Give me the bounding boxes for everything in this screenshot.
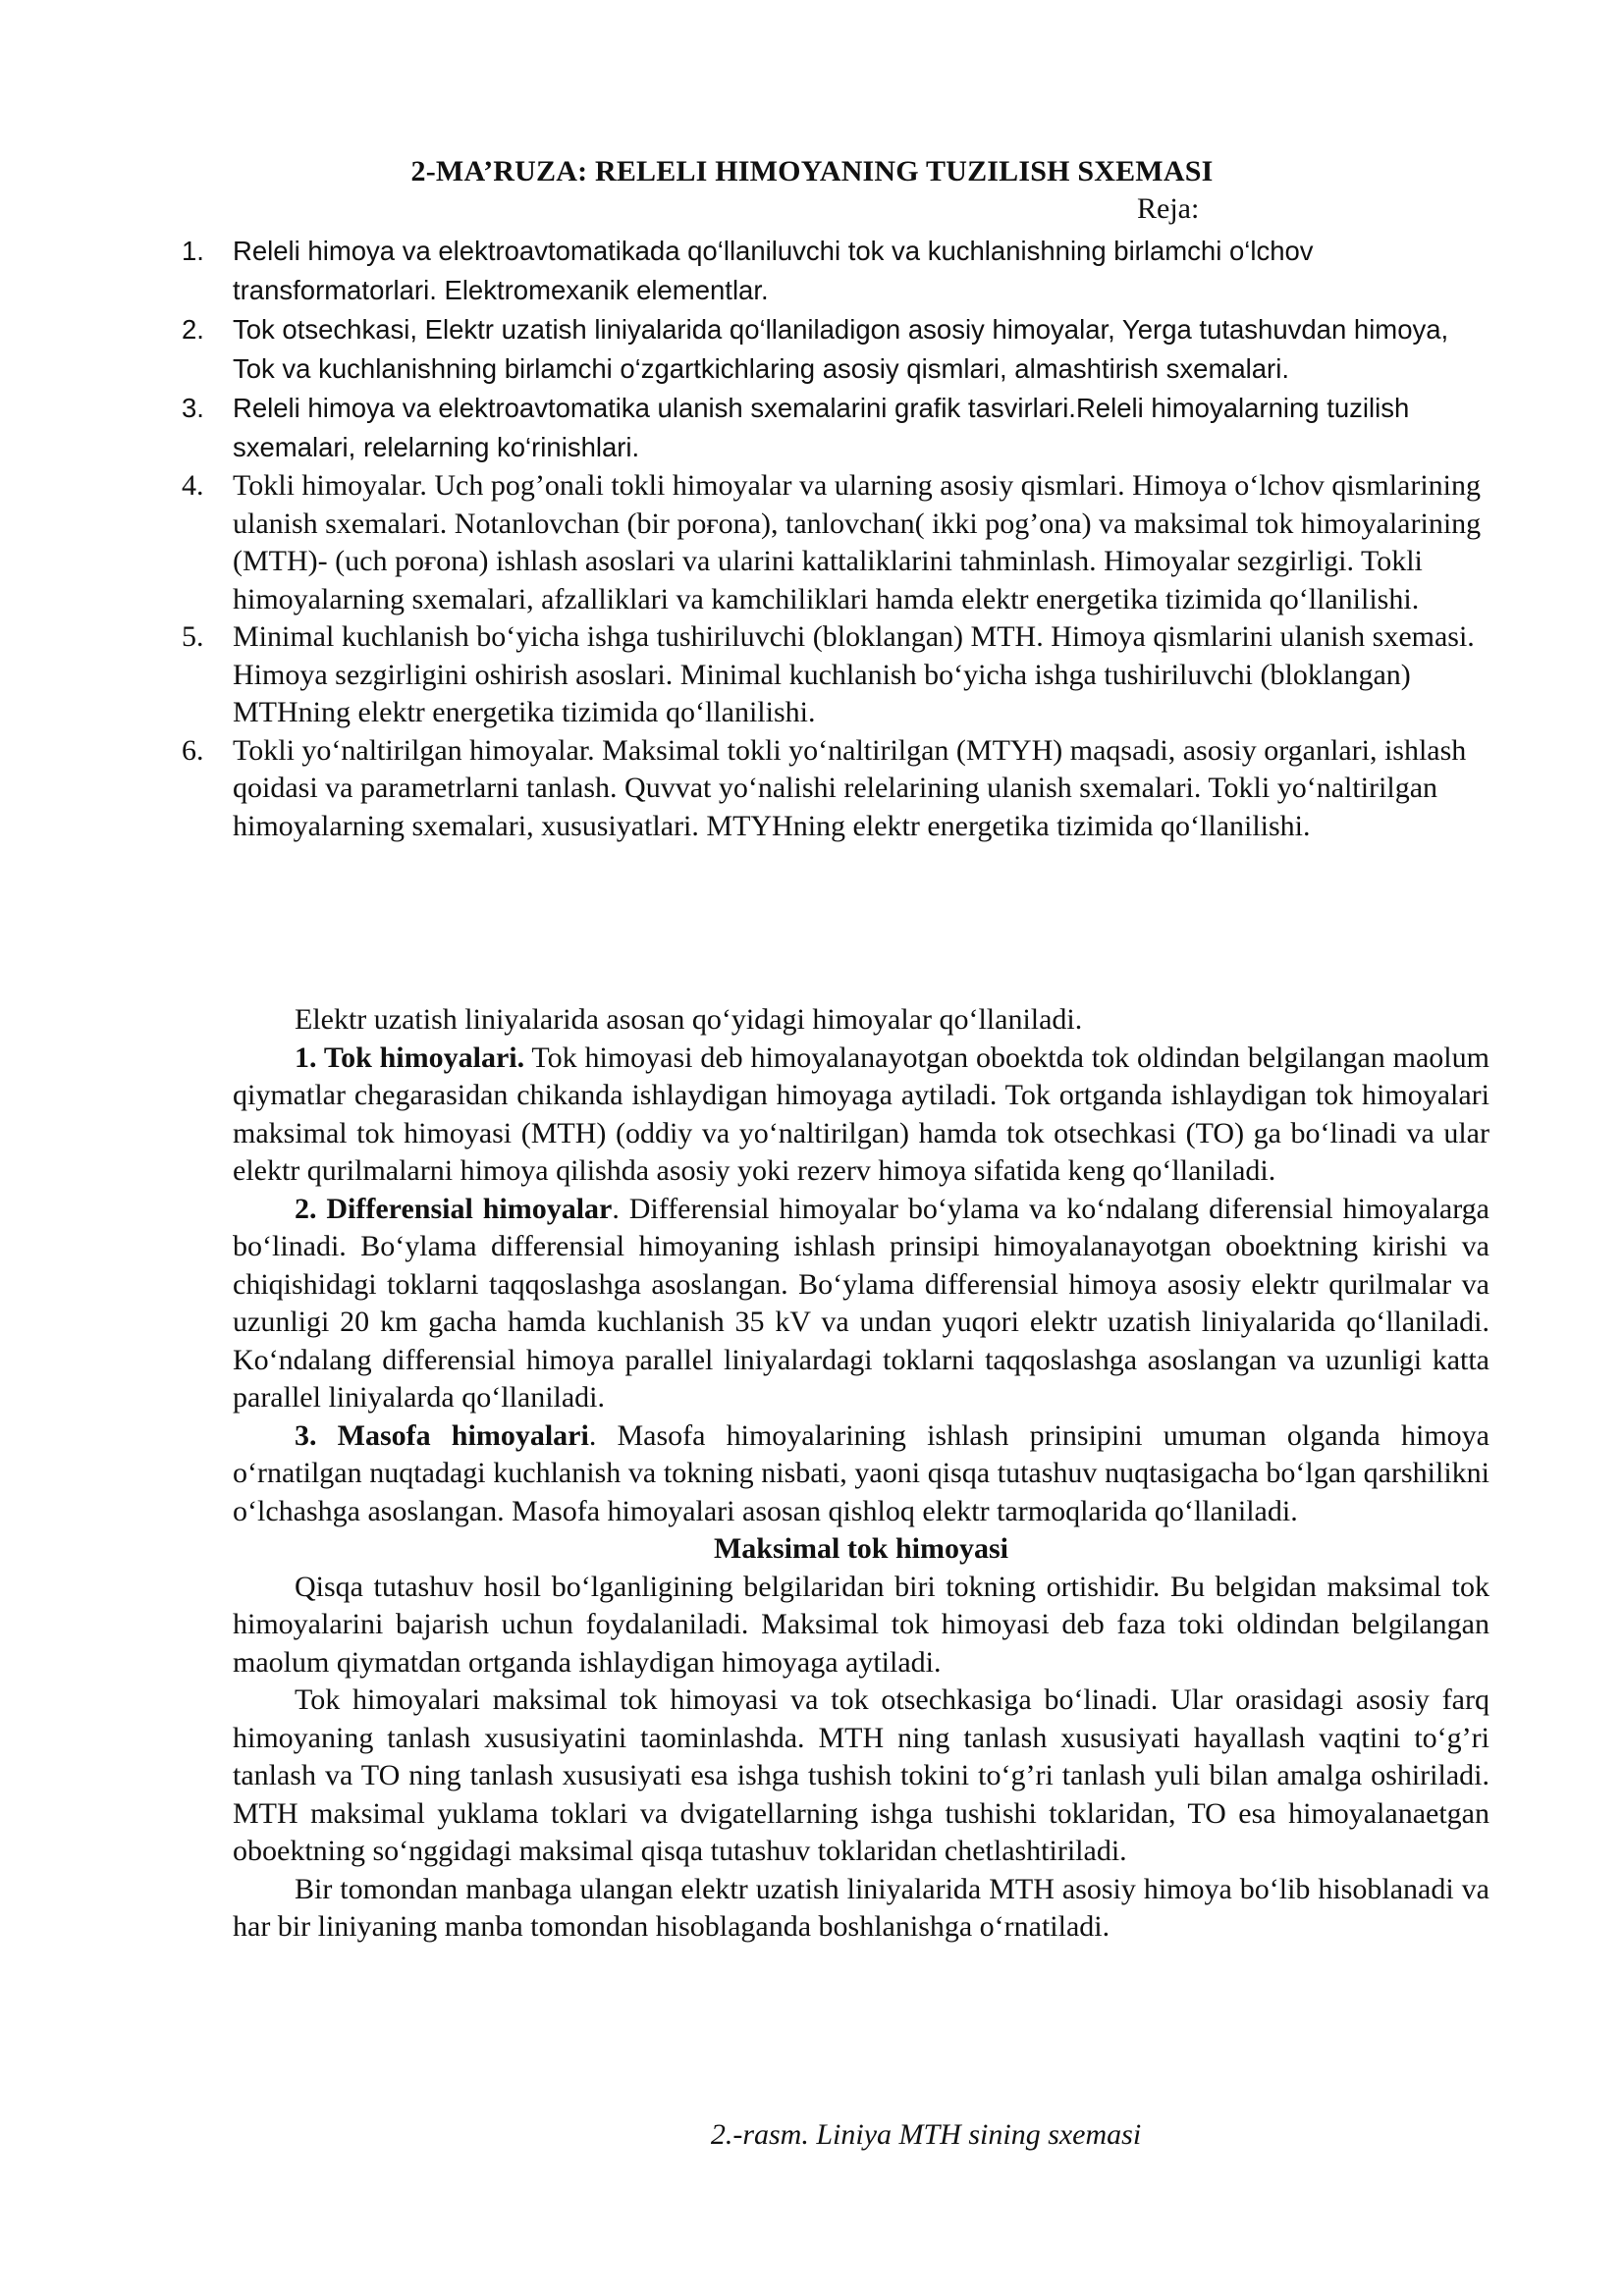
document-body: [233, 1001, 1489, 1947]
plan-item-text: Releli himoya va elektroavtomatikada qo‘llaniluvchi tok va kuchlanishning birlamchi o‘lchov transformatorlari. Elektromexanik elementlar.: [233, 236, 1314, 305]
body-paragraph: Bir tomondan manbaga ulangan elektr uzatish liniyalarida MTH asosiy himoya bo‘lib hisoblanadi va har bir liniyaning manba tomondan hisoblaganda boshlanishga o‘rnatiladi.: [233, 1872, 1489, 1943]
plan-item: [177, 310, 1492, 389]
plan-item-text: Releli himoya va elektroavtomatika ulanish sxemalarini grafik tasvirlari.Releli himoyalarning tuzilish sxemalari, relelarning ko‘rinishlari.: [233, 393, 1410, 462]
section-label: 1. Tok himoyalari.: [295, 1041, 525, 1074]
plan-item: [177, 389, 1492, 467]
plan-item-number: 1.: [182, 236, 204, 266]
body-paragraph: Tok himoyalari maksimal tok himoyasi va tok otsechkasiga bo‘linadi. Ular orasidagi asosiy farq himoyaning tanlash xususiyatini taominlashda. MTH ning tanlash xususiyati hayallash vaqtini to‘g’ri tanlash va TO ning tanlash xususiyati esa ishga tushish tokini to‘g’ri tanlash yuli bilan amalga oshiriladi. MTH maksimal yuklama toklari va dvigatellarning ishga tushishi toklaridan, TO esa himoyalanaetgan oboektning so‘nggidagi maksimal qisqa tutashuv toklaridan chetlashtiriladi.: [233, 1683, 1489, 1867]
section-differensial-himoyalar: [233, 1191, 1489, 1417]
plan-item-text: Tokli yo‘naltirilgan himoyalar. Maksimal tokli yo‘naltirilgan (MTYH) maqsadi, asosiy organlari, ishlash qoidasi va parametrlarni tanlash. Quvvat yo‘nalishi relelarining ulanish sxemalari. Tokli yo‘naltirilgan himoyalarning sxemalari, xususiyatlari. MTYHning elektr energetika tizimida qo‘llanilishi.: [233, 733, 1467, 842]
section-tok-himoyalari: [233, 1040, 1489, 1191]
section-label: 2. Differensial himoyalar: [295, 1192, 613, 1225]
section-masofa-himoyalari: [233, 1417, 1489, 1531]
plan-heading: Reja:: [1137, 192, 1200, 225]
plan-item-number: 3.: [182, 393, 204, 423]
intro-paragraph: Elektr uzatish liniyalarida asosan qo‘yidagi himoyalar qo‘llaniladi.: [295, 1003, 1083, 1036]
section-label: 3. Masofa himoyalari: [295, 1418, 589, 1452]
plan-item-number: 5.: [182, 620, 204, 653]
figure-caption: 2.-rasm. Liniya MTH sining sxemasi: [710, 2118, 1142, 2151]
plan-item-text: Minimal kuchlanish bo‘yicha ishga tushiriluvchi (bloklangan) MTH. Himoya qismlarini ulanish sxemasi. Himoya sezgirligini oshirish asoslari. Minimal kuchlanish bo‘yicha ishga tushiriluvchi (bloklangan) MTHning elektr energetika tizimida qo‘llanilishi.: [233, 620, 1475, 728]
plan-item-number: 2.: [182, 314, 204, 345]
section-text: Tok himoyasi deb himoyalanayotgan oboektda tok oldindan belgilangan maolum qiymatlar chegarasidan chikanda ishlaydigan himoyaga aytiladi. Tok ortganda ishlaydigan tok himoyalari maksimal tok himoyasi (MTH) (oddiy va yo‘naltirilgan) hamda tok otsechkasi (TO) ga bo‘linadi va ular elektr qurilmalarni himoya qilishda asosiy yoki rezerv himoya sifatida keng qo‘llaniladi.: [233, 1041, 1489, 1187]
plan-item: [177, 232, 1492, 310]
lecture-title: 2-MA’RUZA: RELELI HIMOYANING TUZILISH SXEMASI: [410, 155, 1214, 187]
plan-item-number: 6.: [182, 733, 204, 767]
plan-list: [177, 232, 1492, 845]
body-paragraph: Qisqa tutashuv hosil bo‘lganligining belgilaridan biri tokning ortishidir. Bu belgidan maksimal tok himoyalarini bajarish uchun foydalaniladi. Maksimal tok himoyasi deb faza toki oldindan belgilangan maolum qiymatdan ortganda ishlaydigan himoyaga aytiladi.: [233, 1570, 1489, 1679]
plan-item-text: Tokli himoyalar. Uch pog’onali tokli himoyalar va ularning asosiy qismlari. Himoya o‘lchov qismlarining ulanish sxemalari. Notanlovchan (bir poғona), tanlovchan( ikki pog’ona) va maksimal tok himoyalarining (MTH)- (uch poғona) ishlash asoslari va ularini kattaliklarini tahminlash. Himoyalar sezgirligi. Tokli himoyalarning sxemalari, afzalliklari va kamchiliklari hamda elektr energetika tizimida qo‘llanilishi.: [233, 469, 1482, 615]
plan-item-text: Tok otsechkasi, Elektr uzatish liniyalarida qo‘llaniladigon asosiy himoyalar, Yerga tutashuvdan himoya, Tok va kuchlanishning birlamchi o‘zgartkichlaring asosiy qismlari, almashtirish sxemalari.: [233, 314, 1449, 384]
section-heading: Maksimal tok himoyasi: [713, 1532, 1009, 1565]
plan-item: [177, 618, 1492, 732]
plan-item: [177, 467, 1492, 618]
plan-item-number: 4.: [182, 469, 204, 502]
section-text: . Masofa himoyalarining ishlash prinsipini umuman olganda himoya o‘rnatilgan nuqtadagi kuchlanish va tokning nisbati, yaoni qisqa tutashuv nuqtasigacha bo‘lgan qarshilikni o‘lchashga asoslangan. Masofa himoyalari asosan qishloq elektr tarmoqlarida qo‘llaniladi.: [233, 1418, 1489, 1527]
plan-item: [177, 732, 1492, 846]
section-text: . Differensial himoyalar bo‘ylama va ko‘ndalang diferensial himoyalarga bo‘linadi. Bo‘ylama differensial himoyaning ishlash prinsipi himoyalanayotgan oboektning kirishi va chiqishidagi toklarni taqqoslashga asoslangan. Bo‘ylama differensial himoya asosiy elektr qurilmalar va uzunligi 20 km gacha hamda kuchlanish 35 kV va undan yuqori elektr uzatish liniyalarida qo‘llaniladi. Ko‘ndalang differensial himoya parallel liniyalardagi toklarni taqqoslashga asoslangan va uzunligi katta parallel liniyalarda qo‘llaniladi.: [233, 1192, 1489, 1414]
